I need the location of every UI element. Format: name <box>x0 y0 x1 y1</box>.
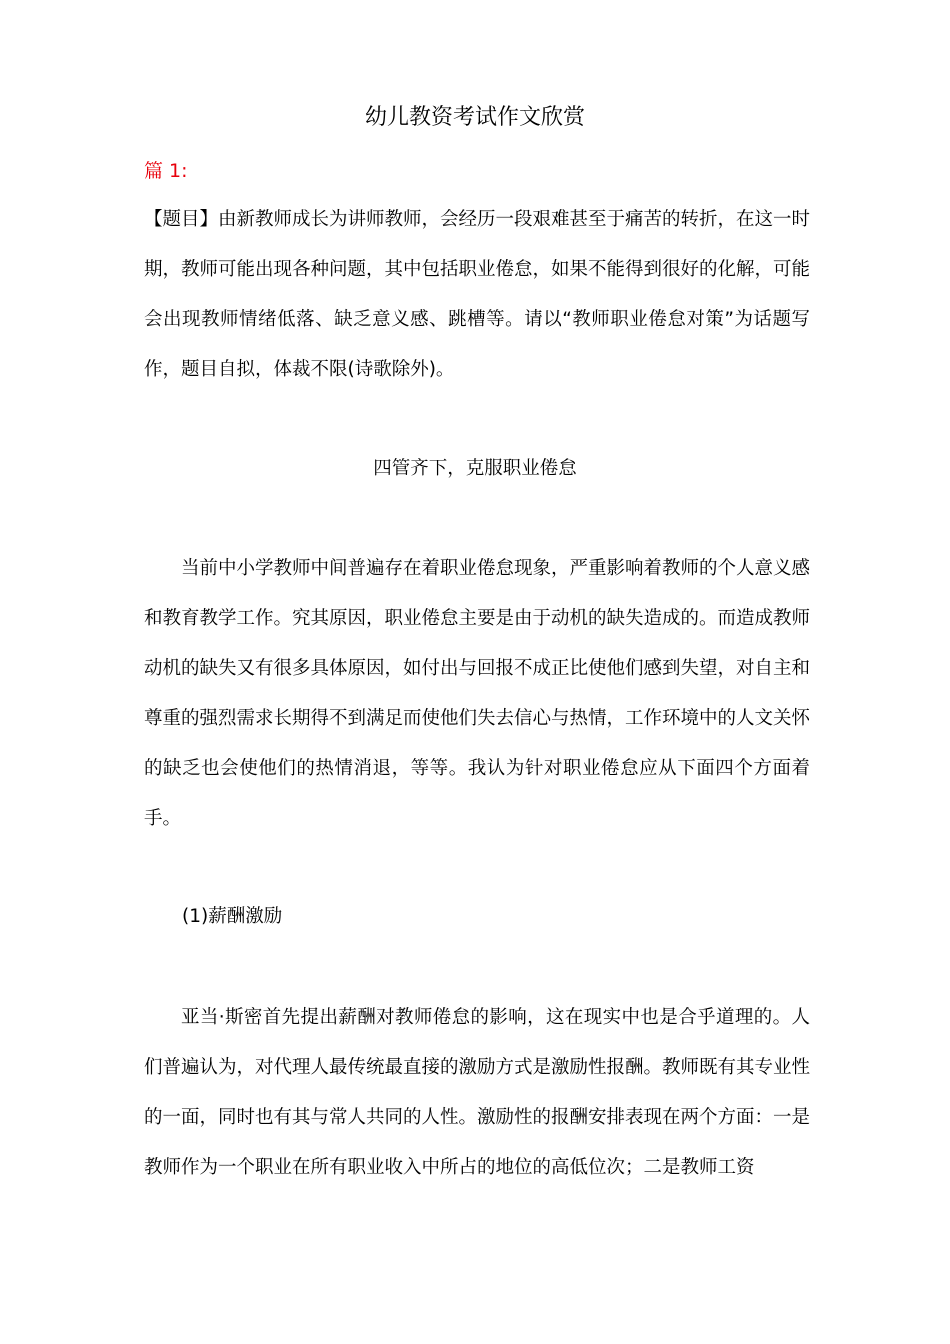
document-title: 幼儿教资考试作文欣赏 <box>364 105 585 130</box>
body-paragraph-2: 亚当·斯密首先提出薪酬对教师倦怠的影响，这在现实中也是合乎道理的。人们普遍认为，对代理人最传统最直接的激励方式是激励性报酬。教师既有其专业性的一面，同时也有其与常人共同的人性。激励性的报酬安排表现在两个方面：一是教师作为一个职业在所有职业收入中所占的地位的高低位次；二是教师工资 <box>144 1007 810 1178</box>
essay-title: 四管齐下，克服职业倦怠 <box>373 458 577 479</box>
section-label: 篇 1: <box>144 160 188 182</box>
body-paragraph-1: 当前中小学教师中间普遍存在着职业倦怠现象，严重影响着教师的个人意义感和教育教学工作。究其原因，职业倦怠主要是由于动机的缺失造成的。而造成教师动机的缺失又有很多具体原因，如付出与回报不成正比使他们感到失望，对自主和尊重的强烈需求长期得不到满足而使他们失去信心与热情，工作环境中的人文关怀的缺乏也会使他们的热情消退，等等。我认为针对职业倦怠应从下面四个方面着手。 <box>144 558 811 829</box>
subheading-salary-incentive: (1)薪酬激励 <box>182 906 283 927</box>
essay-prompt: 【题目】由新教师成长为讲师教师，会经历一段艰难甚至于痛苦的转折，在这一时期，教师可能出现各种问题，其中包括职业倦怠，如果不能得到很好的化解，可能会出现教师情绪低落、缺乏意义感、跳槽等。请以“教师职业倦怠对策”为话题写作，题目自拟，体裁不限(诗歌除外)。 <box>144 209 811 380</box>
